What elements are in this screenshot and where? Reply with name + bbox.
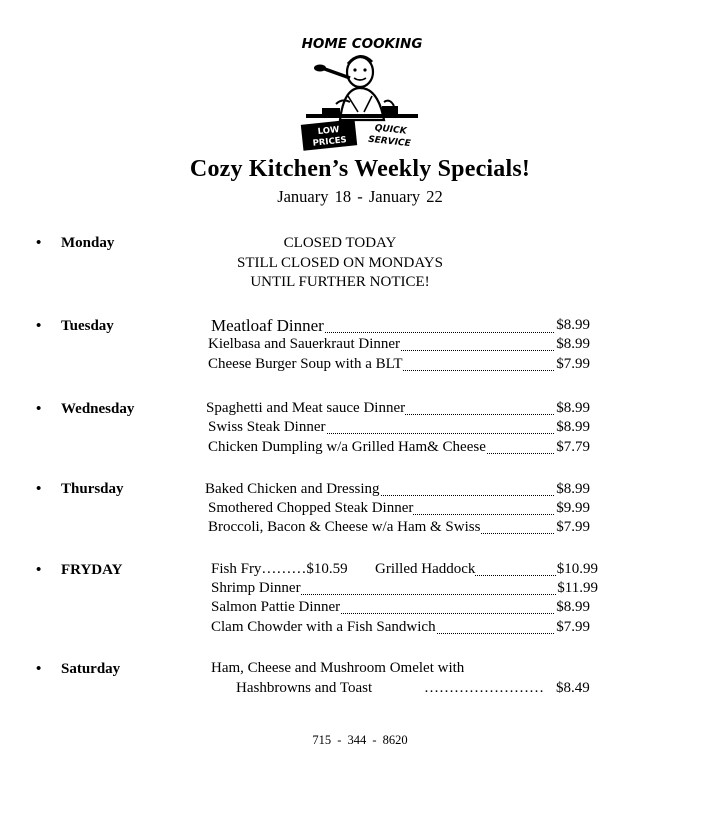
menu-item-name: Salmon Pattie Dinner xyxy=(211,599,341,615)
menu-item-name: Chicken Dumpling w/a Grilled Ham& Cheese xyxy=(208,439,486,455)
saturday-item-dots: …………………… xyxy=(424,680,544,696)
logo-badge-low: LOW xyxy=(317,124,340,138)
menu-item-price: $10.99 xyxy=(556,561,598,577)
menu-item xyxy=(211,619,590,636)
menu-item xyxy=(375,561,598,578)
menu-item-price: $8.99 xyxy=(556,599,590,615)
day-label: FRYDAY xyxy=(61,562,123,578)
menu-item-name: Clam Chowder with a Fish Sandwich xyxy=(211,619,436,635)
notice-line: STILL CLOSED ON MONDAYS xyxy=(237,254,443,271)
menu-item-name: Meatloaf Dinner xyxy=(211,317,324,335)
menu-item xyxy=(211,580,598,597)
page-title: Cozy Kitchen’s Weekly Specials! xyxy=(189,156,531,182)
bullet-icon: • xyxy=(36,318,42,334)
day-saturday xyxy=(36,661,120,678)
fish-fry-item: Fish Fry………$10.59 xyxy=(211,561,348,577)
bullet-icon: • xyxy=(36,235,42,251)
day-label: Thursday xyxy=(61,481,124,497)
menu-item-name: Smothered Chopped Steak Dinner xyxy=(208,500,414,516)
menu-item-name: Broccoli, Bacon & Cheese w/a Ham & Swiss xyxy=(208,519,481,535)
menu-item xyxy=(205,481,590,498)
menu-item-price: $8.99 xyxy=(556,317,590,333)
menu-item xyxy=(208,419,590,436)
day-fryday xyxy=(36,562,122,579)
menu-item-price: $7.99 xyxy=(556,356,590,372)
saturday-item-line2: Hashbrowns and Toast xyxy=(236,680,373,696)
logo-badge-quick: QUICK xyxy=(374,123,408,137)
day-label: Wednesday xyxy=(61,401,135,417)
menu-item-price: $11.99 xyxy=(557,580,598,596)
bullet-icon: • xyxy=(36,661,42,677)
menu-item xyxy=(211,599,590,616)
day-label: Tuesday xyxy=(61,318,114,334)
menu-item xyxy=(208,519,590,536)
logo-badge-service: SERVICE xyxy=(367,134,412,150)
day-thursday xyxy=(36,481,124,498)
menu-item-price: $8.99 xyxy=(556,400,590,416)
day-label: Monday xyxy=(61,235,115,251)
home-cooking-logo xyxy=(292,28,432,156)
saturday-item-line1: Ham, Cheese and Mushroom Omelet with xyxy=(211,660,465,676)
monday-closed-notice xyxy=(200,234,480,293)
menu-item-name: Cheese Burger Soup with a BLT xyxy=(208,356,403,372)
menu-item xyxy=(208,356,590,373)
menu-item-name: Spaghetti and Meat sauce Dinner xyxy=(206,400,406,416)
menu-item-name: Grilled Haddock xyxy=(375,561,476,577)
menu-item-price: $8.99 xyxy=(556,419,590,435)
saturday-item-price: $8.49 xyxy=(556,680,590,696)
menu-item-name: Shrimp Dinner xyxy=(211,580,301,596)
menu-item xyxy=(208,500,590,517)
day-label: Saturday xyxy=(61,661,121,677)
menu-item xyxy=(206,400,590,417)
phone-number: 715 - 344 - 8620 xyxy=(312,733,408,747)
menu-item-price: $8.99 xyxy=(556,481,590,497)
notice-line: CLOSED TODAY xyxy=(283,235,397,251)
notice-line: UNTIL FURTHER NOTICE! xyxy=(250,274,430,290)
day-wednesday xyxy=(36,401,134,418)
menu-item xyxy=(208,336,590,353)
day-monday xyxy=(36,235,114,252)
menu-item-name: Baked Chicken and Dressing xyxy=(205,481,380,497)
bullet-icon: • xyxy=(36,401,42,417)
logo-badge-prices: PRICES xyxy=(312,135,348,149)
date-range: January 18 - January 22 xyxy=(277,187,443,206)
menu-item-price: $8.99 xyxy=(556,336,590,352)
menu-item-price: $7.99 xyxy=(556,619,590,635)
bullet-icon: • xyxy=(36,481,42,497)
day-tuesday xyxy=(36,318,114,335)
menu-item-price: $7.99 xyxy=(556,519,590,535)
menu-item xyxy=(208,439,590,456)
menu-item-price: $9.99 xyxy=(556,500,590,516)
logo-top-text: HOME COOKING xyxy=(301,36,423,52)
menu-item-name: Kielbasa and Sauerkraut Dinner xyxy=(208,336,401,352)
menu-item-price: $7.79 xyxy=(556,439,590,455)
menu-item-name: Swiss Steak Dinner xyxy=(208,419,326,435)
bullet-icon: • xyxy=(36,562,42,578)
menu-item xyxy=(211,317,590,335)
